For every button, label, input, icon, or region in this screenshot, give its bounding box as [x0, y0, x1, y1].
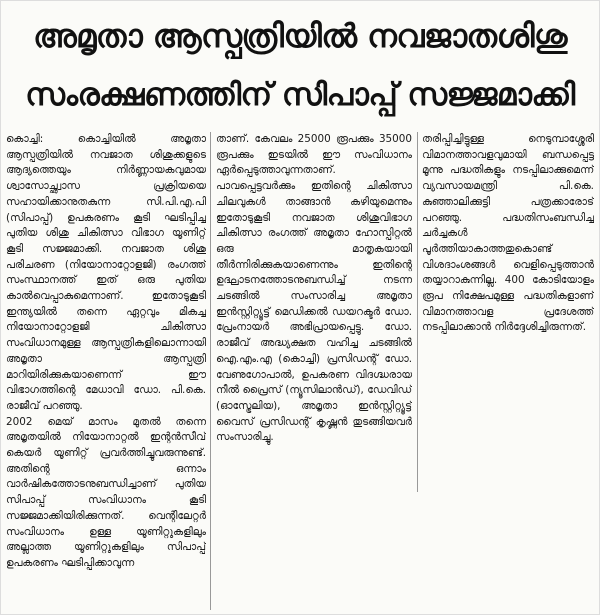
column-1-paragraph-1: കൊച്ചി: കൊച്ചിയിൽ അമൃതാ ആസ്പത്രിയിൽ നവജാത ശിശുക്കളുടെ ആദ്യത്തെയും നിർണ്ണായകവുമായ ശ്വാസോച്ഛ്വാസ പ്രക്രിയയെ സഹായിക്കാനുതകുന്ന സി.പി.എ.പി (സിപാപ്പ്) ഉപകരണം കൂടി ഘടിപ്പിച്ച പുതിയ ശിശു ചികിത്സാ വിഭാഗ യൂണിറ്റ് കൂടി സജ്ജമാക്കി. നവജാത ശിശു പരിചരണ (നിയോനാറ്റോളജി) രംഗത്ത് സംസ്ഥാനത്ത് ഇത് ഒരു പുതിയ കാൽവെപ്പാകുമെന്നാണ്. ഇതോടുകൂടി ഇന്ത്യയിൽ തന്നെ ഏറ്റവും മികച്ച നിയോനാറ്റോളജി ചികിത്സാ സംവിധാനമുള്ള ആസ്പത്രികളിലൊന്നായി അമൃതാ ആസ്പത്രി മാറിയിരിക്കുകയാണെന്ന് ഈ വിഭാഗത്തിന്റെ മേധാവി ഡോ. പി.കെ. രാജീവ് പറഞ്ഞു. — [6, 133, 206, 412]
column-1-paragraph-2: 2002 മെയ് മാസം മുതൽ തന്നെ അമൃതയിൽ നിയോനാറ്റൽ ഇന്റൻസീവ് കെയർ യൂണിറ്റ് പ്രവർത്തിച്ചുവരുന്നുണ്ട്. അതിന്റെ ഒന്നാം വാർഷികത്തോടനുബന്ധിച്ചാണ് പുതിയ സിപാപ്പ് സംവിധാനം കൂടി സജ്ജമാക്കിയിരിക്കുന്നത്. വെന്റിലേറ്റർ സംവിധാനം ഉള്ള യൂണിറ്റുകളിലും അല്ലാത്ത യൂണിറ്റുകളിലും സിപാപ്പ് ഉപകരണം ഘടിപ്പിക്കാവുന്ന — [6, 415, 206, 569]
headline-line-1: അമൃതാ ആസ്പത്രിയിൽ നവജാതശിശു — [33, 17, 567, 55]
headline-line-2: സംരക്ഷണത്തിന് സിപാപ്പ് സജ്ജമാക്കി — [25, 77, 575, 113]
column-divider — [210, 132, 211, 610]
column-2-paragraph-1: താണ്. കേവലം 25000 രൂപക്കും 35000 രൂപക്കും ഇടയിൽ ഈ സംവിധാനം ഏർപ്പെടുത്താവുന്നതാണ്. പാവപ്പെട്ടവർക്കും ഇതിന്റെ ചികിത്സാ ചിലവുകൾ താങ്ങാൻ കഴിയുമെന്നും ഇതോടുകൂടി നവജാത ശിശുവിഭാഗ ചികിത്സാ രംഗത്ത് അമൃതാ ഹോസ്പിറ്റൽ ഒരു മാതൃകയായി തീർന്നിരിക്കുകയാണെന്നും ഇതിന്റെ ഉദ്ഘാടനത്തോടനുബന്ധിച്ച് നടന്ന ചടങ്ങിൽ സംസാരിച്ച അമൃതാ ഇൻസ്റ്റിറ്റ്യൂട്ട് മെഡിക്കൽ ഡയറക്ടർ ഡോ. പ്രേംനായർ അഭിപ്രായപ്പെട്ടു. ഡോ. രാജീവ് അദ്ധ്യക്ഷത വഹിച്ച ചടങ്ങിൽ ഐ.എം.എ (കൊച്ചി) പ്രസിഡന്റ് ഡോ. വേണുഗോപാൽ, ഉപകരണ വിദഗ്ദ്ധരായ നീൽ പ്രൈസ് (ന്യൂസിലാൻഡ്), ഡേവിഡ് (ഓസ്ട്രേലിയ), അമൃതാ ഇൻസ്റ്റിറ്റ്യൂട്ട് വൈസ് പ്രസിഡന്റ് കൃഷ്ണൻ തുടങ്ങിയവർ സംസാരിച്ചു. — [216, 133, 412, 444]
article-column-1 — [6, 132, 206, 610]
column-3-paragraph-1: തരിപ്പിച്ചിട്ടുള്ള നെടുമ്പാശ്ശേരി വിമാനത്താവളവുമായി ബന്ധപ്പെട്ട മൂന്നു പദ്ധതികളും നടപ്പിലാക്കുമെന്ന് വ്യവസായമന്ത്രി പി.കെ. കുഞ്ഞാലിക്കുട്ടി പത്രക്കാരോട് പറഞ്ഞു. പദ്ധതിസംബന്ധിച്ച ചർച്ചകൾ പൂർത്തിയാകാത്തതുകൊണ്ട് വിശദാംശങ്ങൾ വെളിപ്പെടുത്താൻ തയ്യാറാകുന്നില്ല. 400 കോടിയോളം രൂപ നിക്ഷേപമുള്ള പദ്ധതികളാണ് വിമാനത്താവള പ്രദേശത്ത് നടപ്പിലാക്കാൻ നിർദ്ദേശിച്ചിരുന്നത്. — [422, 133, 594, 334]
article-column-2 — [216, 132, 412, 492]
article-column-3 — [422, 132, 594, 382]
column-divider — [417, 132, 418, 492]
